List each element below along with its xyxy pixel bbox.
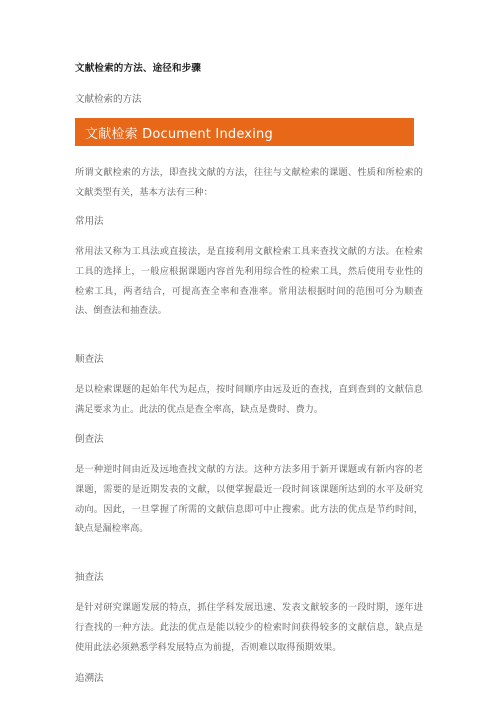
section-heading-backward-search: 倒查法 xyxy=(75,434,104,445)
document-subtitle: 文献检索的方法 xyxy=(75,94,142,105)
section-body-forward-search: 是以检索课题的起始年代为起点，按时间顺序由远及近的查找，直到查到的文献信息满足要求为止。此法的优点是查全率高，缺点是费时、费力。 xyxy=(75,384,423,415)
banner-text: 文献检索 Document Indexing xyxy=(85,126,273,142)
section-heading-tracing-method: 追溯法 xyxy=(75,673,104,684)
section-body-common-method: 常用法又称为工具法或直接法，是直接利用文献检索工具来查找文献的方法。在检索工具的选择上，一般应根据课题内容首先利用综合性的检索工具，然后使用专业性的检索工具，两者结合，可提高查全率和查准率。常用法根据时间的范围可分为顺查法、倒查法和抽查法。 xyxy=(75,246,423,317)
section-body-sampling-search: 是针对研究课题发展的特点，抓住学科发展迅速、发表文献较多的一段时期，逐年进行查找的一种方法。此法的优点是能以较少的检索时间获得较多的文献信息，缺点是使用此法必须熟悉学科发展特点为前提，否则难以取得预期效果。 xyxy=(75,602,423,653)
banner xyxy=(75,118,414,146)
section-heading-common-method: 常用法 xyxy=(75,216,104,227)
document-title: 文献检索的方法、途径和步骤 xyxy=(75,63,202,74)
section-heading-sampling-search: 抽查法 xyxy=(75,572,104,583)
section-body-backward-search: 是一种逆时间由近及远地查找文献的方法。这种方法多用于新开课题或有新内容的老课题，需要的是近期发表的文献，以便掌握最近一段时间该课题所达到的水平及研究动向。因此，一旦掌握了所需的文献信息即可中止搜索。此方法的优点是节约时间，缺点是漏检率高。 xyxy=(75,464,423,535)
intro-paragraph: 所谓文献检索的方法，即查找文献的方法，往往与文献检索的课题、性质和所检索的文献类型有关，基本方法有三种： xyxy=(75,167,423,198)
section-heading-forward-search: 顺查法 xyxy=(75,354,104,365)
